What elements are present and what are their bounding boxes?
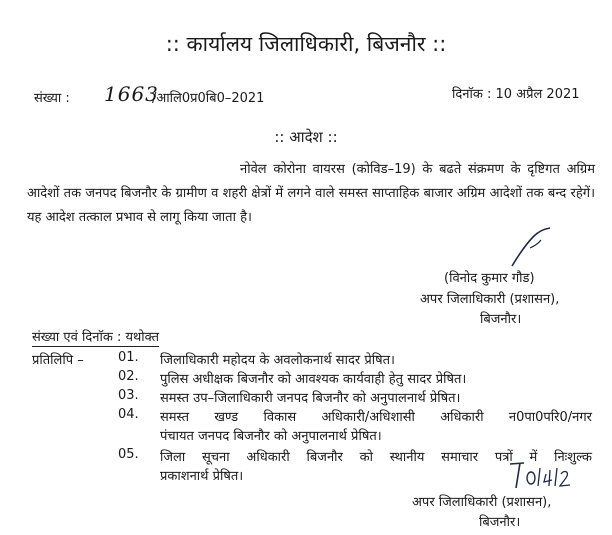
number-and-date-line: संख्या एवं दिनाॅक : यथोक्त bbox=[32, 327, 159, 347]
order-body-text: नोवेल कोरोना वायरस (कोविड–19) के बढते संक्रमण के दृष्टिगत अग्रिम आदेशों तक जनपद बिजनौर के ग्रामीण व शहरी क्षेत्रों में लगने वाले समस्त साप्ताहिक बाजार अग्रिम आदेशों तक बन्द रहेगें। यह आदेश तत्काल प्रभाव से लागू किया जाता है। bbox=[27, 162, 595, 225]
order-date: दिनाॅक : 10 अप्रैल 2021 bbox=[452, 87, 580, 102]
reference-code: /आलि0प्र0बि0–2021 bbox=[152, 91, 265, 106]
list-item-text-continued: प्रकाशनार्थ प्रेषित। bbox=[160, 469, 244, 484]
order-heading: :: आदेश :: bbox=[274, 128, 338, 146]
signatory-place-2: बिजनौर। bbox=[479, 515, 521, 530]
list-item-text-continued: पंचायत जनपद बिजनौर को अनुपालनार्थ प्रेषित। bbox=[160, 429, 382, 444]
reference-number-label: संख्या : bbox=[34, 91, 70, 106]
list-item-text: पुलिस अधीक्षक बिजनौर को आवश्यक कार्यवाही हेतु सादर प्रेषित। bbox=[160, 372, 467, 387]
list-item-number: 02. bbox=[118, 369, 139, 384]
signatory-designation-2: अपर जिलाधिकारी (प्रशासन), bbox=[412, 495, 552, 510]
handwritten-reference-number: 1663 bbox=[104, 82, 159, 106]
list-item-number: 01. bbox=[118, 350, 139, 365]
list-item-number: 05. bbox=[118, 447, 139, 462]
list-item-text: समस्त उप–जिलाधिकारी जनपद बिजनौर को अनुपालनार्थ प्रेषित। bbox=[160, 391, 461, 406]
list-item-text: जिला सूचना अधिकारी बिजनौर को स्थानीय समाचार पत्रों में निःशुल्क bbox=[160, 450, 592, 465]
signatory-designation: अपर जिलाधिकारी (प्रशासन), bbox=[420, 292, 560, 307]
signature-mark bbox=[508, 226, 554, 268]
signatory-place: बिजनौर। bbox=[480, 312, 522, 327]
signatory-name: (विनोद कुमार गौड) bbox=[444, 271, 535, 286]
list-item-text: समस्त खण्ड विकास अधिकारी/अधिशासी अधिकारी न0पा0परि0/नगर bbox=[160, 410, 592, 425]
copy-to-label: प्रतिलिपि – bbox=[32, 353, 84, 368]
list-item-number: 03. bbox=[118, 388, 139, 403]
office-title: :: कार्यालय जिलाधिकारी, बिजनौर :: bbox=[165, 32, 447, 56]
list-item-number: 04. bbox=[118, 407, 139, 422]
handwritten-date-signature bbox=[508, 458, 574, 492]
order-body bbox=[27, 158, 595, 230]
list-item-text: जिलाधिकारी महोदय के अवलोकनार्थ सादर प्रेषित। bbox=[160, 353, 395, 368]
